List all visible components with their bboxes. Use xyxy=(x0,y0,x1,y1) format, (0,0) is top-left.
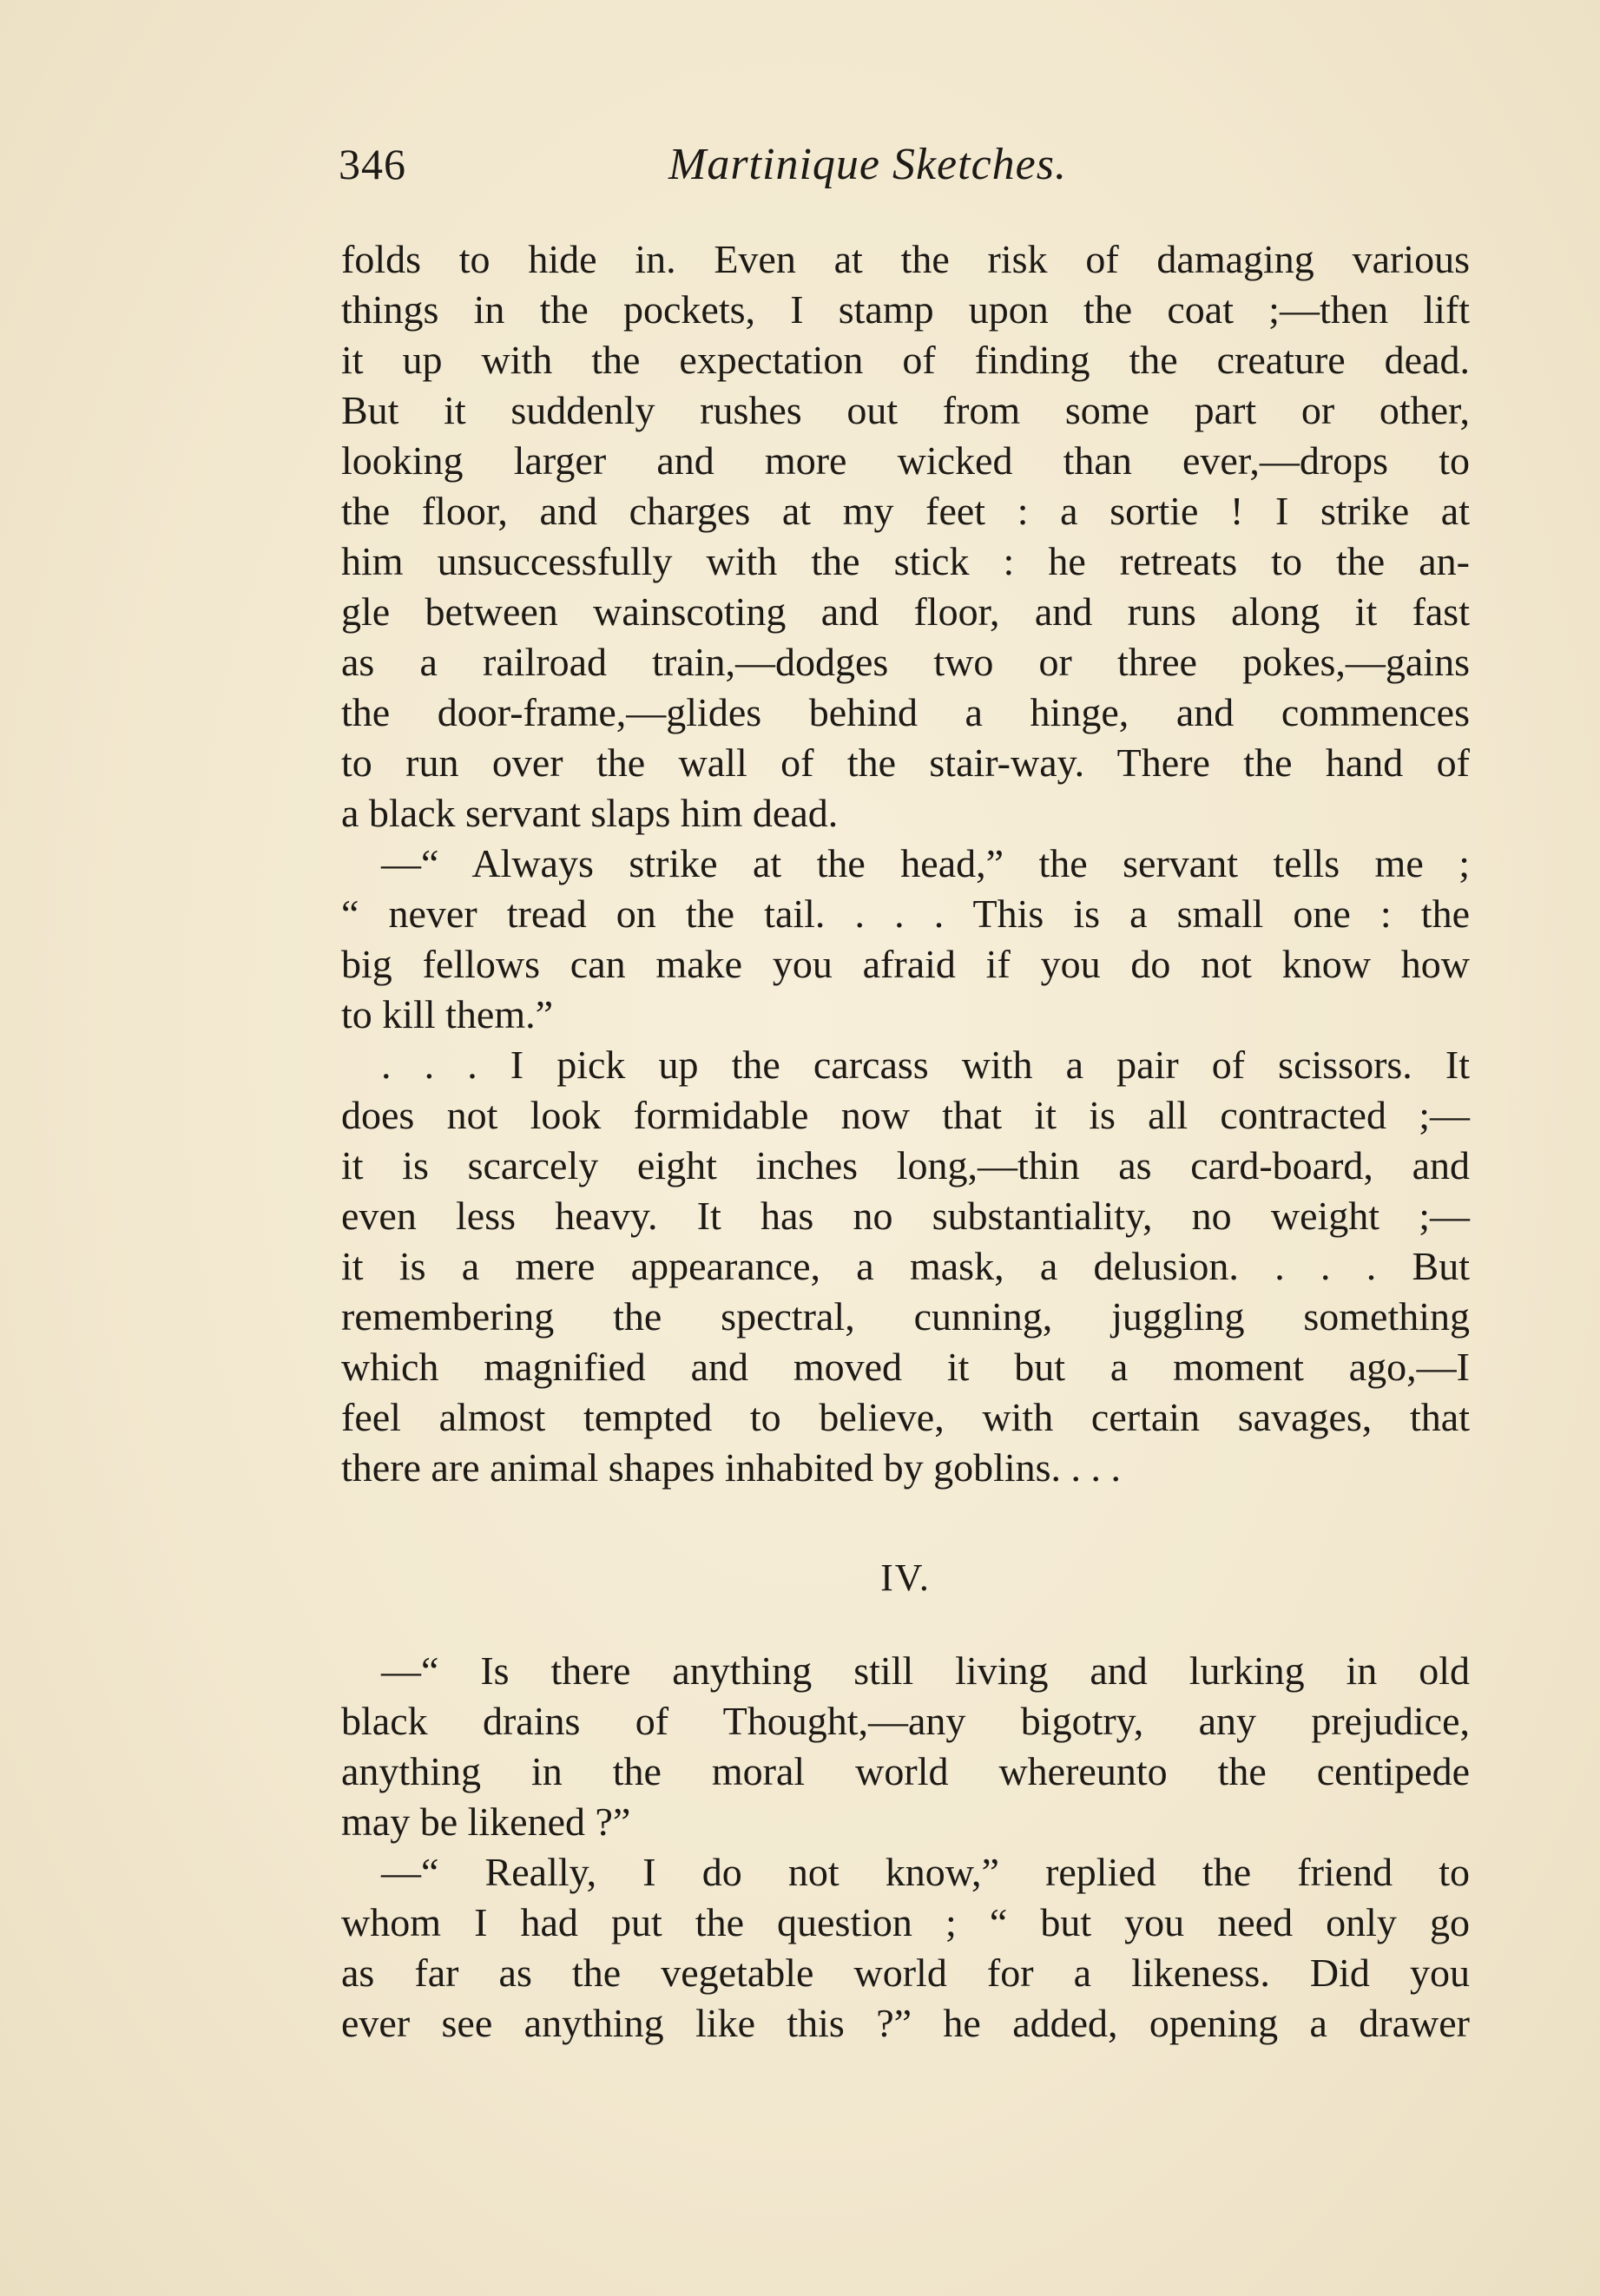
text-line: remembering the spectral, cunning, juggling something xyxy=(341,1294,1470,1339)
paragraph-1 xyxy=(341,234,1470,839)
running-head xyxy=(339,139,1476,200)
text-line: . . . I pick up the carcass with a pair of scissors. It xyxy=(381,1043,1470,1087)
text-line: to run over the wall of the stair-way. There the hand of xyxy=(341,740,1470,785)
text-line: folds to hide in. Even at the risk of damaging various xyxy=(341,237,1470,281)
paragraph-4 xyxy=(341,1646,1470,1847)
text-line: does not look formidable now that it is all contracted ;— xyxy=(341,1093,1470,1137)
text-line: the floor, and charges at my feet : a sortie ! I strike at xyxy=(341,489,1470,533)
text-line: —“ Is there anything still living and lurking in old xyxy=(381,1648,1470,1693)
text-line: looking larger and more wicked than ever,—drops to xyxy=(341,438,1470,483)
text-line: to kill them.” xyxy=(341,992,554,1036)
text-line: there are animal shapes inhabited by goblins. . . . xyxy=(341,1445,1122,1490)
text-line: “ never tread on the tail. . . . This is a small one : the xyxy=(341,891,1470,936)
paragraph-5 xyxy=(341,1847,1470,2049)
text-line: anything in the moral world whereunto the centipede xyxy=(341,1749,1470,1793)
text-line: ever see anything like this ?” he added, opening a drawer xyxy=(341,2001,1470,2045)
text-line: it is a mere appearance, a mask, a delusion. . . . But xyxy=(341,1244,1470,1288)
running-title: Martinique Sketches. xyxy=(668,140,1067,189)
text-line: —“ Always strike at the head,” the servant tells me ; xyxy=(381,841,1470,885)
text-line: as a railroad train,—dodges two or three pokes,—gains xyxy=(341,640,1470,684)
paragraph-3 xyxy=(341,1040,1470,1493)
text-line: may be likened ?” xyxy=(341,1799,631,1844)
text-line: black drains of Thought,—any bigotry, any prejudice, xyxy=(341,1699,1470,1743)
text-line: —“ Really, I do not know,” replied the friend to xyxy=(381,1850,1470,1894)
text-line: But it suddenly rushes out from some part or other, xyxy=(341,388,1470,432)
text-line: it up with the expectation of finding the creature dead. xyxy=(341,338,1470,382)
paragraph-2 xyxy=(341,839,1470,1040)
text-line: even less heavy. It has no substantiality, no weight ;— xyxy=(341,1194,1470,1238)
text-line: him unsuccessfully with the stick : he retreats to the an- xyxy=(341,539,1470,583)
text-line: a black servant slaps him dead. xyxy=(341,791,839,835)
text-line: gle between wainscoting and floor, and runs along it fast xyxy=(341,589,1470,634)
text-line: the door-frame,—glides behind a hinge, and commences xyxy=(341,690,1470,734)
section-heading: IV. xyxy=(880,1556,931,1599)
body-text xyxy=(341,234,1470,2049)
text-line: things in the pockets, I stamp upon the coat ;—then lift xyxy=(341,287,1470,332)
text-line: big fellows can make you afraid if you do not know how xyxy=(341,942,1470,986)
text-line: as far as the vegetable world for a likeness. Did you xyxy=(341,1951,1470,1995)
text-line: it is scarcely eight inches long,—thin as card-board, and xyxy=(341,1143,1470,1187)
text-line: feel almost tempted to believe, with certain savages, that xyxy=(341,1395,1470,1439)
page-number: 346 xyxy=(339,140,406,188)
text-line: which magnified and moved it but a moment ago,—I xyxy=(341,1345,1470,1389)
text-line: whom I had put the question ; “ but you need only go xyxy=(341,1900,1470,1944)
